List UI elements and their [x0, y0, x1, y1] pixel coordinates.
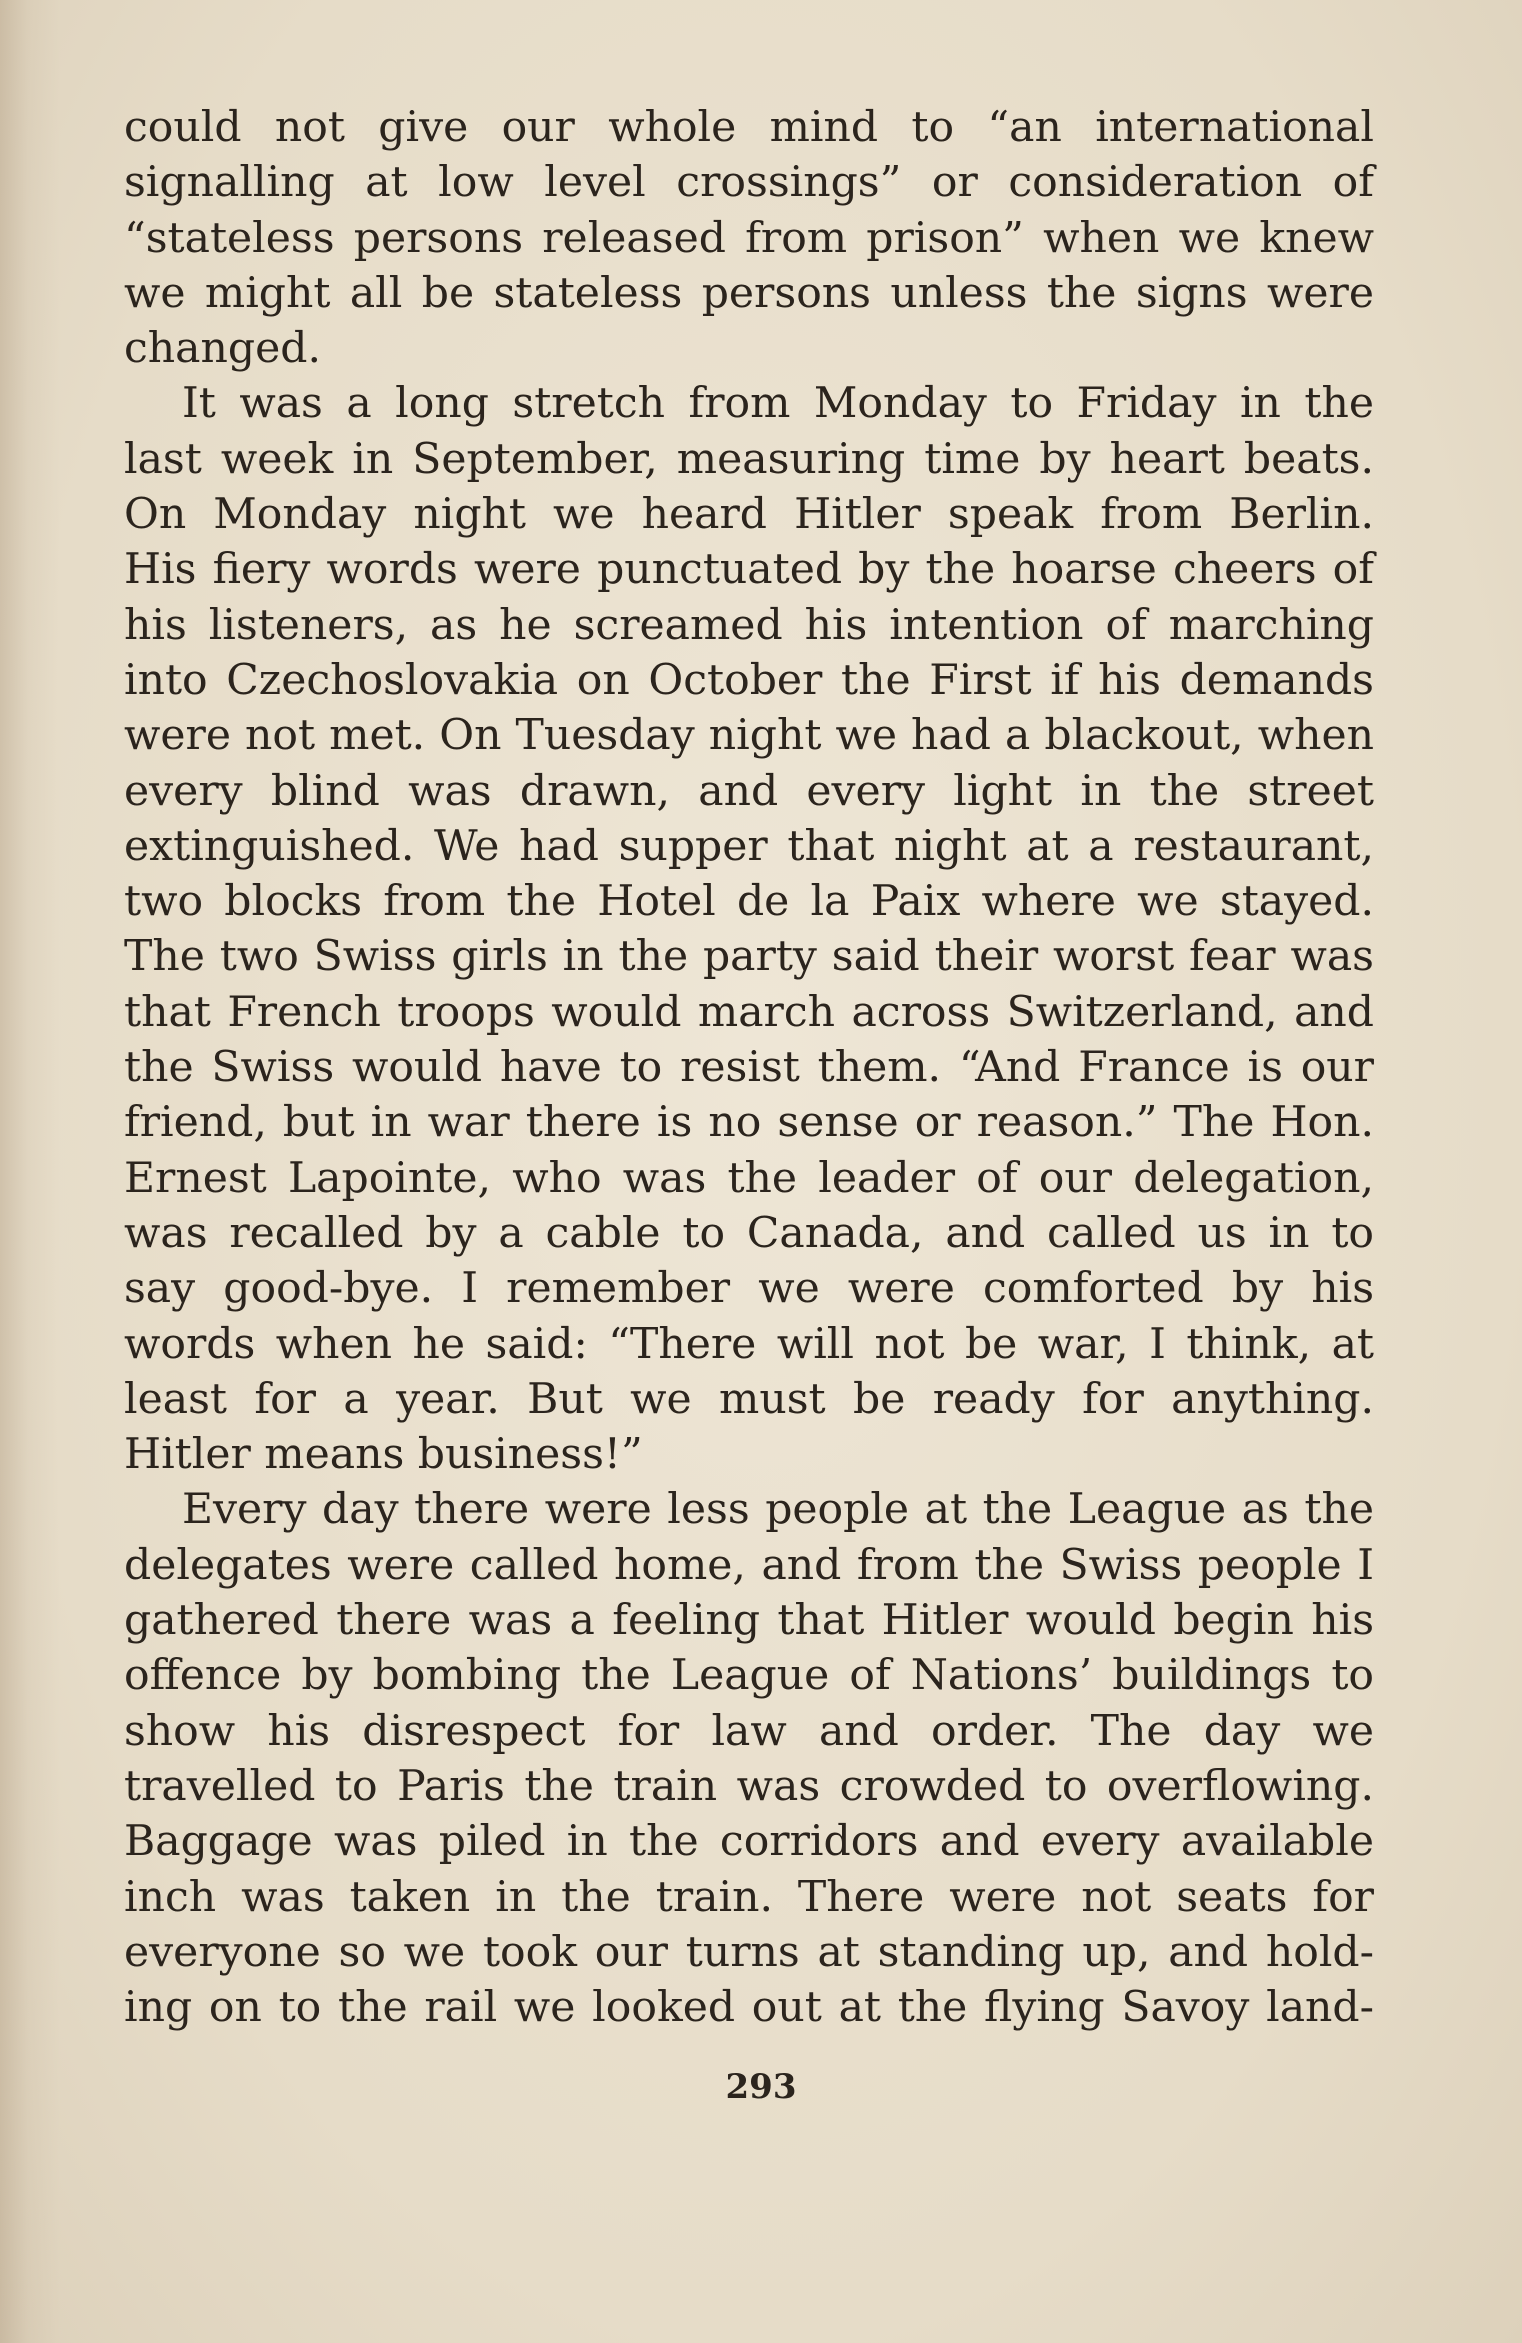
text-line: his listeners, as he screamed his intention of marching: [124, 600, 1374, 650]
text-line: signalling at low level crossings” or consideration of: [124, 158, 1374, 208]
text-line: offence by bombing the League of Nations’ buildings to: [124, 1651, 1374, 1701]
text-line: changed.: [124, 324, 321, 374]
text-line: friend, but in war there is no sense or reason.” The Hon.: [124, 1098, 1374, 1148]
text-line: “stateless persons released from prison” when we knew: [124, 213, 1374, 263]
text-line: The two Swiss girls in the party said their worst fear was: [124, 932, 1374, 982]
text-line: delegates were called home, and from the Swiss people I: [124, 1540, 1374, 1590]
text-line: were not met. On Tuesday night we had a blackout, when: [124, 711, 1374, 761]
body-text: [124, 100, 1374, 2035]
page-number: 293: [725, 2067, 797, 2107]
text-line: was recalled by a cable to Canada, and called us in to: [124, 1208, 1374, 1258]
text-line: On Monday night we heard Hitler speak from Berlin.: [124, 490, 1374, 540]
text-line: Hitler means business!”: [124, 1430, 643, 1480]
text-line: extinguished. We had supper that night at a restaurant,: [124, 821, 1374, 871]
text-line: Ernest Lapointe, who was the leader of our delegation,: [124, 1153, 1374, 1203]
text-line: Baggage was piled in the corridors and every available: [124, 1817, 1374, 1867]
text-line: everyone so we took our turns at standing up, and hold-: [124, 1927, 1374, 1977]
text-line: that French troops would march across Switzerland, and: [124, 987, 1374, 1037]
text-line: we might all be stateless persons unless the signs were: [124, 268, 1374, 318]
paragraph-start-line: It was a long stretch from Monday to Friday in the: [182, 379, 1374, 429]
text-line: could not give our whole mind to “an international: [124, 103, 1374, 152]
text-line: last week in September, measuring time by heart beats.: [124, 434, 1374, 484]
text-line: show his disrespect for law and order. The day we: [124, 1706, 1374, 1756]
text-line: say good-bye. I remember we were comforted by his: [124, 1264, 1374, 1314]
text-line: into Czechoslovakia on October the First if his demands: [124, 655, 1374, 705]
text-line: every blind was drawn, and every light in the street: [124, 766, 1374, 816]
text-line: the Swiss would have to resist them. “And France is our: [124, 1043, 1374, 1093]
text-line: words when he said: “There will not be war, I think, at: [124, 1319, 1374, 1369]
text-line: two blocks from the Hotel de la Paix where we stayed.: [124, 877, 1374, 927]
text-line: travelled to Paris the train was crowded to overflowing.: [124, 1761, 1374, 1811]
text-line: ing on to the rail we looked out at the flying Savoy land-: [124, 1983, 1374, 2033]
paragraph-start-line: Every day there were less people at the League as the: [182, 1485, 1374, 1535]
text-line: gathered there was a feeling that Hitler would begin his: [124, 1596, 1374, 1646]
text-line: His fiery words were punctuated by the hoarse cheers of: [124, 545, 1374, 595]
text-line: inch was taken in the train. There were not seats for: [124, 1872, 1374, 1922]
text-line: least for a year. But we must be ready for anything.: [124, 1374, 1374, 1424]
